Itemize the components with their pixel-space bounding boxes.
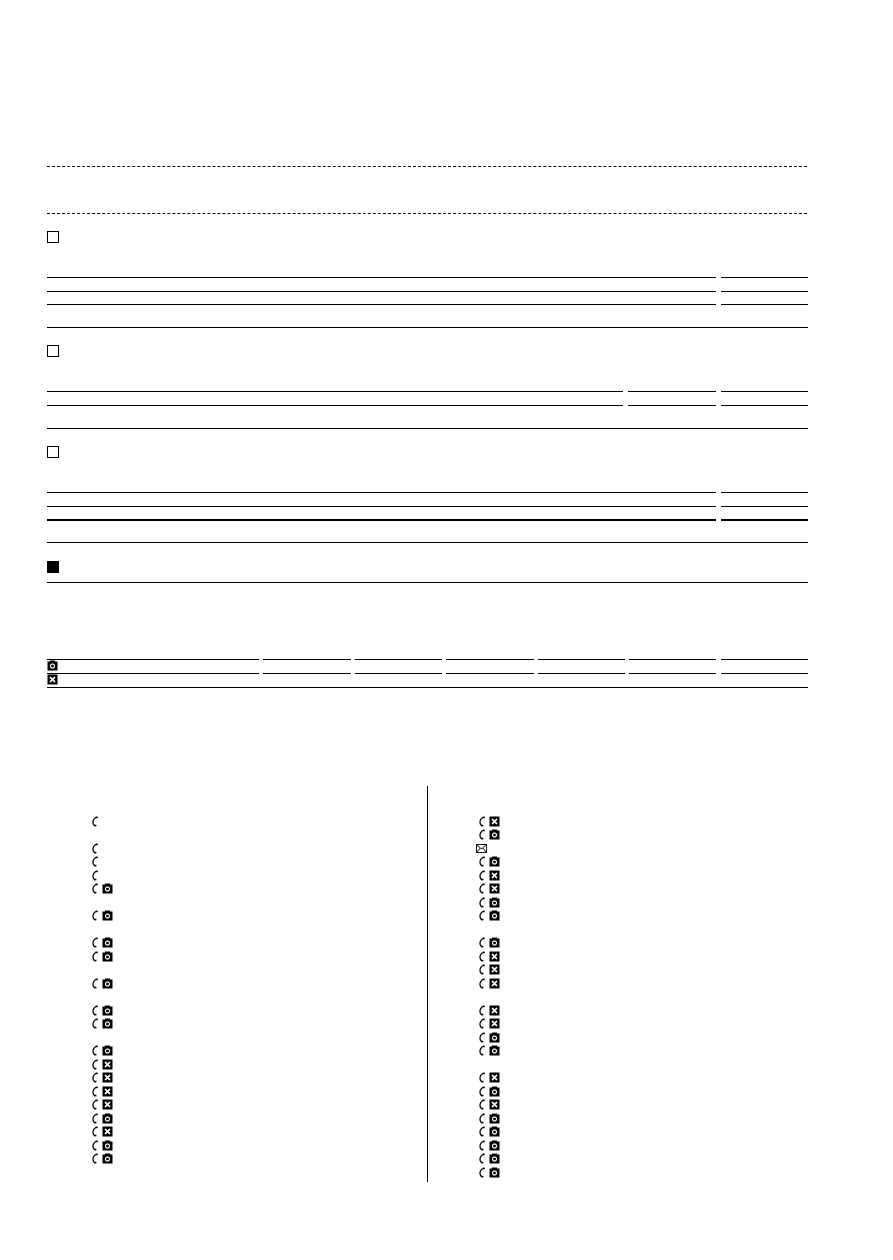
legend-row-rule <box>538 659 625 660</box>
cross-box-icon <box>489 816 500 827</box>
cross-box-icon <box>489 1018 500 1029</box>
camera-icon <box>489 897 500 908</box>
phone-icon <box>91 1018 102 1029</box>
legend-row-rule <box>355 673 442 674</box>
phone-icon <box>478 1126 489 1137</box>
phone-icon <box>478 1153 489 1164</box>
section-1-row-rule <box>47 291 716 292</box>
cross-box-icon <box>102 1126 113 1137</box>
phone-icon <box>478 978 489 989</box>
section-3-divider <box>47 542 808 543</box>
camera-icon <box>47 660 58 671</box>
section-1-row-rule <box>721 277 808 278</box>
camera-icon <box>102 1005 113 1016</box>
section-1-row-rule <box>47 304 716 305</box>
section-2-row-rule <box>628 391 716 392</box>
legend-row-rule <box>629 673 716 674</box>
phone-icon <box>478 937 489 948</box>
phone-icon <box>91 1126 102 1137</box>
legend-row-rule <box>446 659 534 660</box>
camera-icon <box>489 829 500 840</box>
phone-icon <box>478 964 489 975</box>
camera-icon <box>489 1153 500 1164</box>
camera-icon <box>102 951 113 962</box>
phone-icon <box>478 1045 489 1056</box>
camera-icon <box>489 1167 500 1178</box>
phone-icon <box>478 1018 489 1029</box>
legend-row-rule <box>629 659 716 660</box>
cross-box-icon <box>489 870 500 881</box>
camera-icon <box>489 1086 500 1097</box>
envelope-icon <box>476 844 487 855</box>
section-3-row-rule <box>721 506 808 507</box>
phone-icon <box>478 870 489 881</box>
phone-icon <box>91 1045 102 1056</box>
phone-icon <box>91 937 102 948</box>
camera-icon <box>489 1045 500 1056</box>
phone-icon <box>91 883 102 894</box>
legend-row-rule <box>355 659 442 660</box>
camera-icon <box>102 1153 113 1164</box>
phone-icon <box>91 1059 102 1070</box>
cross-box-icon <box>47 674 58 685</box>
phone-icon <box>478 1072 489 1083</box>
section-3-row-rule <box>47 506 716 507</box>
phone-icon <box>478 883 489 894</box>
cross-box-icon <box>489 883 500 894</box>
camera-icon <box>489 1126 500 1137</box>
section-2-checkbox[interactable] <box>47 345 59 357</box>
phone-icon <box>91 870 102 881</box>
cross-box-icon <box>489 978 500 989</box>
cross-box-icon <box>489 1099 500 1110</box>
camera-icon <box>489 937 500 948</box>
camera-icon <box>102 1018 113 1029</box>
cross-box-icon <box>489 1072 500 1083</box>
phone-icon <box>91 1072 102 1083</box>
legend-row-rule <box>263 673 351 674</box>
section-2-row-rule <box>47 405 623 406</box>
phone-icon <box>91 843 102 854</box>
phone-icon <box>478 1167 489 1178</box>
phone-icon <box>91 978 102 989</box>
camera-icon <box>489 1032 500 1043</box>
phone-icon <box>478 1140 489 1151</box>
phone-icon <box>478 1005 489 1016</box>
phone-icon <box>478 856 489 867</box>
legend-row-rule <box>721 659 808 660</box>
phone-icon <box>478 1086 489 1097</box>
legend-row-rule <box>538 673 625 674</box>
cross-box-icon <box>489 1005 500 1016</box>
section-2-row-rule <box>47 391 623 392</box>
camera-icon <box>102 1113 113 1124</box>
phone-icon <box>91 1153 102 1164</box>
cross-box-icon <box>102 1059 113 1070</box>
section-4-checkbox-filled[interactable] <box>47 561 59 573</box>
column-divider <box>427 786 428 1182</box>
section-2-row-rule <box>721 391 808 392</box>
phone-icon <box>91 1113 102 1124</box>
phone-icon <box>478 1099 489 1110</box>
phone-icon <box>478 951 489 962</box>
section-1-divider <box>47 327 808 328</box>
camera-icon <box>489 1113 500 1124</box>
legend-row-rule <box>47 659 259 660</box>
camera-icon <box>489 910 500 921</box>
section-3-checkbox[interactable] <box>47 446 59 458</box>
legend-row-rule <box>263 659 351 660</box>
phone-icon <box>91 1140 102 1151</box>
section-3-row-rule <box>721 492 808 493</box>
phone-icon <box>91 816 102 827</box>
cross-box-icon <box>102 1086 113 1097</box>
phone-icon <box>478 829 489 840</box>
phone-icon <box>478 816 489 827</box>
section-3-total-rule <box>47 519 716 521</box>
section-2-row-rule <box>721 405 808 406</box>
section-1-checkbox[interactable] <box>47 231 59 243</box>
phone-icon <box>91 951 102 962</box>
camera-icon <box>489 1140 500 1151</box>
section-3-total-rule <box>721 519 808 521</box>
camera-icon <box>102 910 113 921</box>
legend-bottom-rule <box>47 687 808 688</box>
camera-icon <box>102 1140 113 1151</box>
phone-icon <box>478 897 489 908</box>
section-2-divider <box>47 428 808 429</box>
header-bottom-dashed-rule <box>47 213 807 214</box>
camera-icon <box>102 1045 113 1056</box>
legend-row-rule <box>47 673 259 674</box>
cross-box-icon <box>489 951 500 962</box>
camera-icon <box>102 978 113 989</box>
legend-row-rule <box>721 673 808 674</box>
section-1-row-rule <box>721 304 808 305</box>
phone-icon <box>91 1005 102 1016</box>
camera-icon <box>102 883 113 894</box>
cross-box-icon <box>102 1099 113 1110</box>
phone-icon <box>478 910 489 921</box>
phone-icon <box>91 910 102 921</box>
cross-box-icon <box>102 1072 113 1083</box>
section-1-row-rule <box>47 277 716 278</box>
camera-icon <box>102 937 113 948</box>
section-3-row-rule <box>47 492 716 493</box>
section-4-divider <box>47 582 808 583</box>
section-1-row-rule <box>721 291 808 292</box>
header-top-dashed-rule <box>47 166 807 167</box>
phone-icon <box>91 1099 102 1110</box>
camera-icon <box>489 856 500 867</box>
phone-icon <box>478 1032 489 1043</box>
phone-icon <box>91 1086 102 1097</box>
section-2-row-rule <box>628 405 716 406</box>
legend-row-rule <box>446 673 534 674</box>
phone-icon <box>91 856 102 867</box>
cross-box-icon <box>489 964 500 975</box>
phone-icon <box>478 1113 489 1124</box>
